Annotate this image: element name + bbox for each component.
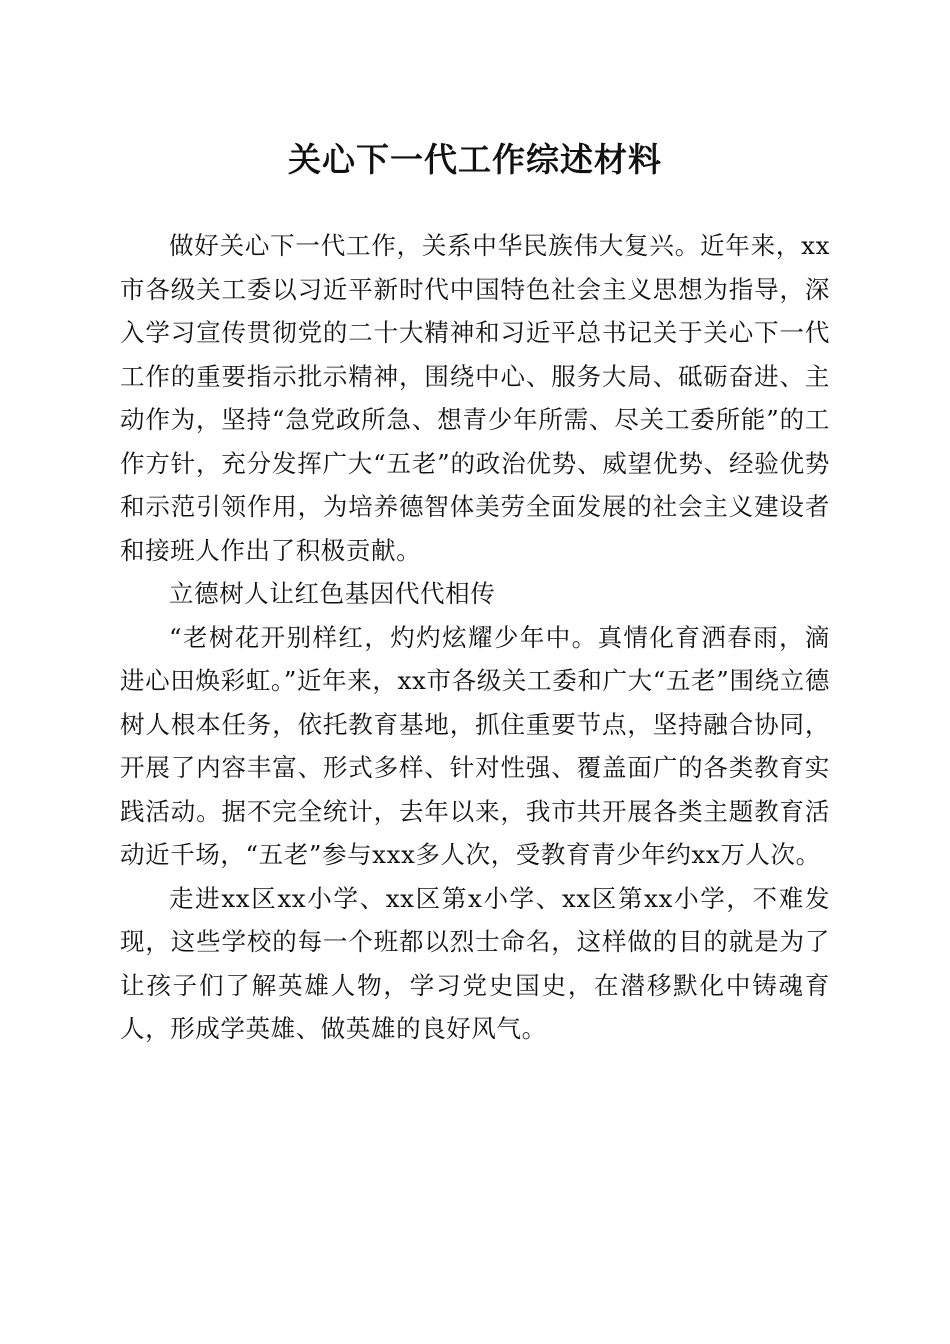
body-paragraph: 走进xx区xx小学、xx区第x小学、xx区第xx小学，不难发现，这些学校的每一个班都以烈士命名，这样做的目的就是为了让孩子们了解英雄人物，学习党史国史，在潜移默化中铸魂育人，形成学英雄、做英雄的良好风气。 [120,883,830,1043]
body-paragraph: “老树花开别样红，灼灼炫耀少年中。真情化育洒春雨，滴进心田焕彩虹。”近年来，xx市各级关工委和广大“五老”围绕立德树人根本任务，依托教育基地，抓住重要节点，坚持融合协同，开展了内容丰富、形式多样、针对性强、覆盖面广的各类教育实践活动。据不完全统计，去年以来，我市共开展各类主题教育活动近千场，“五老”参与xxx多人次，受教育青少年约xx万人次。 [120,622,830,869]
document-body [120,224,830,1051]
intro-paragraph: 做好关心下一代工作，关系中华民族伟大复兴。近年来，xx市各级关工委以习近平新时代中国特色社会主义思想为指导，深入学习宣传贯彻党的二十大精神和习近平总书记关于关心下一代工作的重要指示批示精神，围绕中心、服务大局、砥砺奋进、主动作为，坚持“急党政所急、想青少年所需、尽关工委所能”的工作方针，充分发挥广大“五老”的政治优势、威望优势、经验优势和示范引领作用，为培养德智体美劳全面发展的社会主义建设者和接班人作出了积极贡献。 [120,231,830,565]
document-title: 关心下一代工作综述材料 [288,140,662,179]
section-heading: 立德树人让红色基因代代相传 [169,579,496,608]
